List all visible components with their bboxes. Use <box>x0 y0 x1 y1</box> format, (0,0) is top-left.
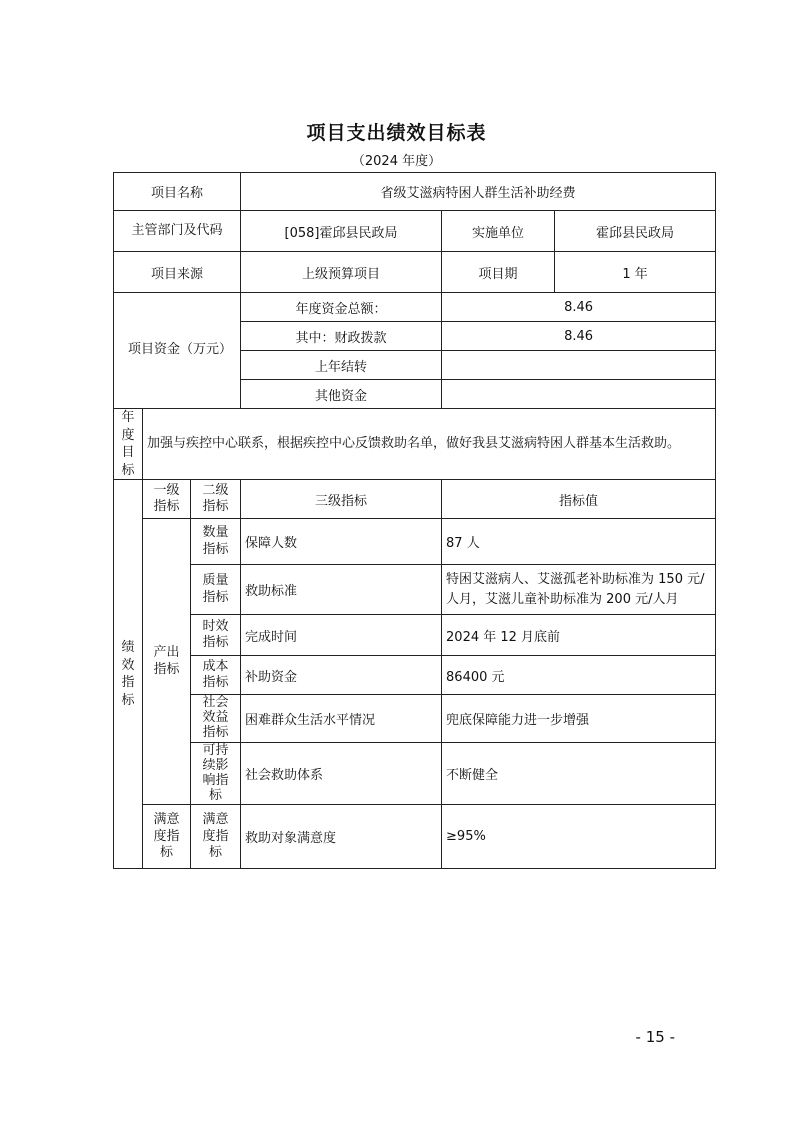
performance-target-table <box>113 172 716 869</box>
header-value: 指标值 <box>442 480 716 519</box>
indicator-value: 86400 元 <box>442 656 716 695</box>
level2-label: 满意度指标 <box>191 805 241 869</box>
page-title: 项目支出绩效目标表 <box>306 122 487 144</box>
indicator-row <box>114 565 716 615</box>
indicator-row <box>114 743 716 805</box>
project-name-row <box>114 173 716 211</box>
indicator-value: 87 人 <box>442 519 716 565</box>
funds-row-label: 其中：财政拨款 <box>241 322 442 351</box>
header-level3: 三级指标 <box>241 480 442 519</box>
department-label: 主管部门及代码 <box>114 211 241 252</box>
indicator-row <box>114 615 716 656</box>
year-subtitle: （2024 年度） <box>351 154 442 169</box>
level2-label: 可持续影响指标 <box>191 743 241 805</box>
indicator-row <box>114 695 716 743</box>
project-name-value: 省级艾滋病特困人群生活补助经费 <box>241 173 716 211</box>
annual-goal-row <box>114 409 716 480</box>
funds-row-value: 8.46 <box>442 293 716 322</box>
annual-goal-text: 加强与疾控中心联系，根据疾控中心反馈救助名单，做好我县艾滋病特困人群基本生活救助。 <box>143 409 716 480</box>
funds-row-label: 年度资金总额： <box>241 293 442 322</box>
indicator-header-row <box>114 480 716 519</box>
funds-row-value: 8.46 <box>442 322 716 351</box>
level2-label: 时效指标 <box>191 615 241 656</box>
funds-row <box>114 293 716 322</box>
project-period-value: 1 年 <box>555 252 716 293</box>
indicator-value: 特困艾滋病人、艾滋孤老补助标准为 150 元/人月，艾滋儿童补助标准为 200 元/人月 <box>442 565 716 615</box>
level3-label: 救助对象满意度 <box>241 805 442 869</box>
indicator-value: 兜底保障能力进一步增强 <box>442 695 716 743</box>
project-source-label: 项目来源 <box>114 252 241 293</box>
level2-label: 社会效益指标 <box>191 695 241 743</box>
level2-label: 成本指标 <box>191 656 241 695</box>
indicator-value: 不断健全 <box>442 743 716 805</box>
project-name-label: 项目名称 <box>114 173 241 211</box>
funds-row-value <box>442 380 716 409</box>
output-indicator-label: 产出指标 <box>143 519 191 805</box>
indicator-row <box>114 656 716 695</box>
implementing-unit-value: 霍邱县民政局 <box>555 211 716 252</box>
indicator-value: ≥95% <box>442 805 716 869</box>
level3-label: 社会救助体系 <box>241 743 442 805</box>
level2-label: 数量指标 <box>191 519 241 565</box>
annual-goal-label-cell <box>114 409 143 480</box>
level3-label: 补助资金 <box>241 656 442 695</box>
indicator-row <box>114 805 716 869</box>
level3-label: 完成时间 <box>241 615 442 656</box>
level2-label: 质量指标 <box>191 565 241 615</box>
header-level2: 二级指标 <box>191 480 241 519</box>
funds-label: 项目资金（万元） <box>114 293 241 409</box>
indicator-value: 2024 年 12 月底前 <box>442 615 716 656</box>
level3-label: 救助标准 <box>241 565 442 615</box>
funds-row-label: 其他资金 <box>241 380 442 409</box>
performance-indicator-label: 绩效指标 <box>121 640 135 708</box>
funds-row-label: 上年结转 <box>241 351 442 380</box>
project-period-label: 项目期 <box>442 252 555 293</box>
level3-label: 困难群众生活水平情况 <box>241 695 442 743</box>
source-row <box>114 252 716 293</box>
project-source-value: 上级预算项目 <box>241 252 442 293</box>
indicator-row <box>114 519 716 565</box>
performance-indicator-label-cell <box>114 480 143 869</box>
annual-goal-label: 年度目标 <box>121 410 135 478</box>
implementing-unit-label: 实施单位 <box>442 211 555 252</box>
department-value: [058]霍邱县民政局 <box>241 211 442 252</box>
level3-label: 保障人数 <box>241 519 442 565</box>
funds-row-value <box>442 351 716 380</box>
department-row <box>114 211 716 252</box>
header-level1: 一级指标 <box>143 480 191 519</box>
page-number: - 15 - <box>635 1028 675 1046</box>
satisfaction-indicator-label: 满意度指标 <box>143 805 191 869</box>
